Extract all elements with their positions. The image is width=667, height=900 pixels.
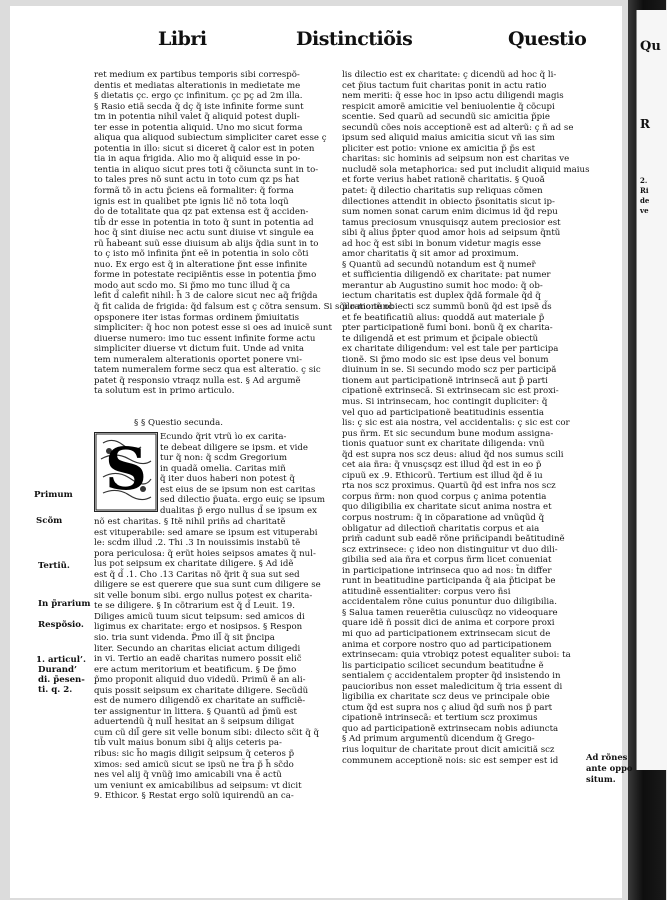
text-line: tionis quatuor sunt ex charitate diligenda: vnũ xyxy=(342,439,545,450)
text-line: quo ad participationẽ extrinsecam nobis adiuncta xyxy=(342,723,559,734)
text-line: patet q̃ responsio vtraqz nulla est. § Ad argumẽ xyxy=(94,375,301,386)
text-line: scentie. Sed quarũ ad secundũ sic amicitia p̃pie xyxy=(342,112,551,123)
margin-note-ref: 1. articul’. xyxy=(36,655,87,665)
margin-note-secundum: Scõm xyxy=(36,516,63,526)
text-line: Ecundo q̃rit vtrũ ìo ex carita- xyxy=(160,432,287,442)
text-line: do de totalitate qua qz pat extensa est q̃ acciden- xyxy=(94,207,309,218)
margin-note-tertium: Tertiũ. xyxy=(38,561,70,571)
text-line: sit velle bonum sibi. ergo nullus potest ex charita- xyxy=(94,590,313,601)
text-line: aliqua qua aliquod subiectum simpliciter caret esse ç xyxy=(94,133,327,144)
text-line: ere actum meritorium et beatificum. § De p̃mo xyxy=(94,664,297,675)
text-line: quo diligibilia ex charitate sicut anima nostra et xyxy=(342,502,552,513)
margin-note-right: situm. xyxy=(586,774,616,784)
text-line: § Salua tamen reuerẽtia cuiuscũqz no videoquare xyxy=(342,607,558,618)
text-line: diuinum in se. Si secundo modo scz per participă xyxy=(342,365,557,376)
initial-ornament xyxy=(95,433,157,511)
text-line: tamus preciosum vnusquisqz autem preciosior est xyxy=(342,217,561,228)
text-line: cipuũ ex .9. Ethicorũ. Tertium est illud q̃d ẽ iu xyxy=(342,470,543,481)
indented-opening-lines xyxy=(160,432,326,516)
text-line: extrinsecam: quia vtrobiqz potest equaliter suboi: ta xyxy=(342,650,571,661)
text-line: accidentalem rõne cuius ponuntur duo diligibilia. xyxy=(342,597,557,608)
text-line: prim̃ cadunt sub eadẽ rõne priñcipandi beătitudinẽ xyxy=(342,534,565,545)
text-line: sentialem ç accidentalem propter q̃d insistendo in xyxy=(342,671,561,682)
text-line: liter. Secundo an charitas eliciat actum diligedi xyxy=(94,643,301,654)
text-line: sibi q̃ alius p̃pter quod amor hois ad seipsum q̃ntũ xyxy=(342,228,561,239)
text-line: scz extrinsece: ç ideo non distinguitur vt duo dili- xyxy=(342,544,558,555)
text-line: te se diligere. § In cõtrarium est q̃ d̃ Leuit. 19. xyxy=(94,601,295,612)
text-line: le: scdm illud .2. Thi .3 In nouissimis instabũ tẽ xyxy=(94,538,301,549)
text-line: aduertendũ q̃ null̃ hesitat an s̃ seipsum diligat xyxy=(94,717,295,728)
margin-note-primum: Primum xyxy=(34,490,73,500)
text-line: gibilia sed aia ñra et corpus ñrm licet conueniat xyxy=(342,555,552,566)
margin-note-right: ante oppo xyxy=(586,763,633,773)
text-line: diligere se est querere que sua sunt cum diligere se xyxy=(94,580,321,591)
text-line: ligimus ex charitate: ergo et nosipsos. § Respon xyxy=(94,622,303,633)
text-line: corpus nostrum: q̃ in cõparatione ad vnũqũd q̃ xyxy=(342,512,545,523)
text-line: um veniunt ex amicabilibus ad seipsum: vt dicit xyxy=(94,780,302,791)
left-column-bottom xyxy=(94,517,322,802)
text-line: tem numeralem alterationis oportet ponere vni- xyxy=(94,354,303,365)
text-line: opsponere iter istas formas ordinem p̃miuitatis xyxy=(94,312,300,323)
text-line: dentis et mediatas alterationis in medietate me xyxy=(94,80,301,91)
text-line: tm in potentia nihil valet q̃ aliquid potest dupli- xyxy=(94,112,300,123)
text-line: simpliciter: q̃ hoc non potest esse si oes ad inuicẽ sunt xyxy=(94,323,332,334)
text-line: amor charitatis q̃ sit amor ad proximum. xyxy=(342,249,519,260)
text-line: cet aia ñra: q̃ vnusçsqz est illud q̃d est in eo p̃ xyxy=(342,460,542,471)
text-line: ribus: sic h̃o magis diligit seipsum q̃ ceteros p̃ xyxy=(94,749,295,760)
text-line: p̃ rationẽ obiecti scz summũ bonũ q̃d est ipsẽ d̃s xyxy=(342,302,552,313)
text-line: ipsum sed aliquid maius amicitia sicut vñ ias sim xyxy=(342,133,555,144)
text-line: nem meriti: q̃ esse hoc in ipso actu diligendi magis xyxy=(342,91,564,102)
text-line: modo aut scdo mo. Si p̃mo mo tunc illud q̃ ca xyxy=(94,280,291,291)
text-line: formã tõ in actu p̃ciens eã formaliter: q̃ forma xyxy=(94,186,294,197)
section-title: § § Questio secunda. xyxy=(134,418,223,428)
text-line: ret medium ex partibus temporis sibi correspõ- xyxy=(94,70,300,80)
text-line: lis: ç sic est aia nostra, vel accidentalis: ç sic est cor xyxy=(342,418,570,429)
text-line: lefit d̃ calefit nihil: h̃ 3 de calore sicut nec aq̃ frig̃da xyxy=(94,291,318,302)
text-line: tib̃ dr esse in potentia in toto q̃ sunt in potentia ad xyxy=(94,217,314,228)
text-line: ex charitate diligendum: vel est tale per participa xyxy=(342,344,559,355)
text-line: rius loquitur de charitate prout dicit amicitiã scz xyxy=(342,745,555,755)
facing-page-text: 2. xyxy=(640,176,648,185)
text-line: simpliciter diuerse vt dictum fuit. Unde ad vnita xyxy=(94,344,304,355)
text-line: patet: q̃ dilectio charitatis sup reliquas cõmen xyxy=(342,186,543,197)
text-line: to tales pres nõ sunt actu in toto cum qz ps h̃at xyxy=(94,175,300,186)
text-line: sio. tria sunt videnda. P̃mo ill̃ q̃ sit p̃ncipa xyxy=(94,633,275,644)
text-line: Diliges amicũ tuum sicut teipsum: sed amicos di xyxy=(94,611,305,622)
text-line: charitas: sic hominis ad seipsum non est charitas ve xyxy=(342,154,570,165)
text-line: § Rasio etiã secda q̃ dç q̃ iste infinite forme sunt xyxy=(94,101,304,112)
text-line: tionẽ. Si p̃mo modo sic est ipse deus vel bonum xyxy=(342,354,549,365)
margin-note-ref: di. p̃esen- xyxy=(38,675,85,685)
text-line: q̃ iter duos haberi non potest q̃ xyxy=(160,474,295,485)
text-line: pora periculosa: q̃ erũt hoies seipsos amates q̃ nul- xyxy=(94,548,316,559)
text-line: ad hoc q̃ est sibi in bonum videtur magis esse xyxy=(342,238,541,249)
text-line: obligatur ad dilectioñ charitatis corpus et aia xyxy=(342,523,540,534)
text-line: cipationẽ intrinsecã: et tertium scz proximus xyxy=(342,713,538,724)
text-line: te diligendă et est primum et p̃cipale obiectũ xyxy=(342,333,539,344)
running-header-center: Distinctiõis xyxy=(296,28,413,50)
decorated-initial xyxy=(94,432,158,512)
text-line: et sufficientia diligendõ ex charitate: pat numer xyxy=(342,270,551,281)
margin-note-right: Ad rõnes xyxy=(586,752,628,762)
facing-page-text: ve xyxy=(640,206,649,215)
left-column-top xyxy=(94,70,394,397)
text-line: p̃mo proponit aliquid duo videdũ. Primũ ẽ an ali- xyxy=(94,675,306,686)
text-line: ctum q̃d est supra nos ç aliud q̃d sum̃ nos p̃ part xyxy=(342,702,553,713)
right-column xyxy=(342,70,590,766)
text-line: ximos: sed amicũ sicut se ipsũ ne t̃ra p̃ h̃ sc̃do xyxy=(94,759,294,770)
text-line: mus. Si intrinsecam, hoc contingit dupliciter: q̃ xyxy=(342,396,548,407)
text-line: 9. Ethicor. § Restat ergo solũ iquirendũ an ca- xyxy=(94,791,294,802)
text-line: dualitas p̃ ergo nullus d̃ se ipsum ex xyxy=(160,505,317,516)
text-line: tia in aqua frigida. Alio mo q̃ aliquid esse in po- xyxy=(94,154,301,165)
text-line: ligibilia ex charitate scz deus ve principale obie xyxy=(342,692,550,703)
text-line: iectum charitatis est duplex q̃dă formale q̃d q̃ xyxy=(342,291,541,302)
text-line: potentia in illo: sicut si diceret q̃ calor est in poten xyxy=(94,143,315,154)
text-line: lis dilectio est ex charitate: ç dicendũ ad hoc q̃ li- xyxy=(342,70,557,80)
text-line: corpus ñrm: non quod corpus ç anima potentia xyxy=(342,491,547,502)
text-line: et fe beatificatiũ alius: quoddă aut materiale p̃ xyxy=(342,312,545,323)
text-line: merantur ab Augustino sumit hoc modo: q̃ ob- xyxy=(342,280,543,291)
text-line: mi quo ad participationem extrinsecam sicut de xyxy=(342,628,551,639)
text-line: tatem numeralem forme secz qua est alteratio. ç sic xyxy=(94,365,321,376)
text-line: diuerse numero: imo tuc essent infinite forme actu xyxy=(94,333,316,344)
text-line: rta nos scz proximus. Quartũ q̃d est infra nos scz xyxy=(342,481,556,492)
text-line: nes vel alij q̃ vnũg̃ imo amicabili vna ẽ actũ xyxy=(94,770,282,781)
facing-page-text: de xyxy=(640,196,650,205)
margin-note-ref: Durand’ xyxy=(38,665,78,675)
text-line: dilectiones attendit in obiecto p̃sonitatis sicut ip- xyxy=(342,196,555,207)
text-line: § Ad primum argumentũ dicendum q̃ Grego- xyxy=(342,734,535,745)
text-line: cet p̃ius tactum fuit charitas ponit in actu ratio xyxy=(342,80,547,91)
text-line: ignis est in qualibet pte ignis lic̃ nõ tota loqũ xyxy=(94,196,289,207)
text-line: sum nomen sonat carum enim dicimus id q̃d repu xyxy=(342,207,558,218)
text-line: est de numero diligendõ ex charitate an sufficiẽ- xyxy=(94,696,306,707)
text-line: pter participationẽ fumi boni. bonũ q̃ ex charita- xyxy=(342,323,553,334)
text-line: quare idẽ ñ possit dici de anima et corpore proxi xyxy=(342,618,555,629)
text-line: vel quo ad participationẽ beatitudinis essentia xyxy=(342,407,544,418)
text-line: cipationẽ extrinsecã. Si extrinsecam sic est proxi- xyxy=(342,386,559,397)
facing-page-text: Ri xyxy=(640,186,649,195)
text-line: cum cũ dil̃ gere sit velle bonum sibi: dilecto sc̃it q̃ q̃ xyxy=(94,727,319,738)
text-line: secundũ cões nois acceptionẽ est ad alterũ: ç ñ ad se xyxy=(342,122,574,133)
text-line: sed dilectio p̃uata. ergo euiç se ipsum xyxy=(160,495,326,506)
text-line: in participatione intrinseca quo ad nos: t̃n differ xyxy=(342,565,552,576)
text-line: ta solutum est in primo articulo. xyxy=(94,386,235,397)
text-line: tentia in aliquo sicut pres toti q̃ cõiuncta sunt in to- xyxy=(94,164,319,175)
text-line: nuo. Ex ergo est q̃ in alteratione p̃nt esse infinite xyxy=(94,259,308,270)
text-line: atitudinẽ essentialiter: corpus vero ñsi xyxy=(342,586,511,597)
text-line: nõ est charitas. § Itẽ nihil priñs ad charitatẽ xyxy=(94,517,286,527)
text-line: q̃d est supra nos scz deus: aliud q̃d nos sumus scili xyxy=(342,449,564,460)
initial-letter: S xyxy=(105,435,147,503)
text-line: ter assignentur in littera. § Quantũ ad p̃mũ est xyxy=(94,706,297,717)
text-line: ter esse in potentia aliquid. Uno mo sicut forma xyxy=(94,122,303,133)
text-line: anima et corpore nostro quo ad participationem xyxy=(342,639,552,650)
text-line: et forte verius habet rationẽ charitatis. § Quoă xyxy=(342,175,545,186)
margin-note-in-oppositum: In p̃rarium xyxy=(38,599,91,609)
text-line: communem acceptionẽ nois: sic est semper est id xyxy=(342,755,559,766)
facing-page-text: Qu xyxy=(640,39,661,54)
text-line: § dietatis çc. ergo çc infinitum. çc pç ad 2m illa. xyxy=(94,91,303,102)
text-line: pliciter est potio: vnione ex amicitia p̃ p̃s est xyxy=(342,143,536,154)
text-line: nucludẽ sola metaphorica: sed put includit aliquid maius xyxy=(342,164,590,175)
margin-note-ref: ti. q. 2. xyxy=(38,685,73,695)
text-line: pus ñrm. Et sic secundum bune modum assigna- xyxy=(342,428,554,439)
text-line: te debeat diligere se ipsm. et vide xyxy=(160,442,308,453)
text-line: lis participatio scilicet secundum beatitud̃ne ẽ xyxy=(342,660,544,671)
running-header-right: Questio xyxy=(508,28,587,50)
text-line: in quadã omelia. Caritas miñ xyxy=(160,463,286,474)
text-line: paucioribus non esset maledicitum q̃ tria essent di xyxy=(342,681,563,692)
text-line: runt in beatitudine participanda q̃ aia p̃ticipat be xyxy=(342,576,556,587)
text-line: hoc q̃ sint diuise nec actu sunt diuise vt singule ea xyxy=(94,228,314,239)
text-line: forme in potestate recipiẽntis esse in potentia p̃mo xyxy=(94,270,317,281)
text-line: lus pot seipsum ex charitate diligere. § Ad idẽ xyxy=(94,559,294,570)
text-line: tur q̃ non: q̃ scdm Gregorium xyxy=(160,453,288,464)
text-line: est eius de se ipsum non est caritas xyxy=(160,484,316,495)
facing-page-text: R xyxy=(640,117,650,131)
margin-note-responsio: Respõsio. xyxy=(38,620,84,630)
running-header-left: Libri xyxy=(158,28,207,50)
text-line: in vi. Tertio an eadẽ charitas numero possit elic̃ xyxy=(94,654,302,665)
text-line: tib̃ vult maius bonum sibi q̃ alijs ceteris pa- xyxy=(94,738,282,749)
text-line: to ç isto mõ infinita p̃nt eẽ in potentia in solo cõti xyxy=(94,249,309,260)
text-line: rũ h̃abeant suũ esse diuisum ab alijs q̃dia sunt in to xyxy=(94,238,319,249)
text-line: § Quantũ ad secundũ notandum est q̃ numer̃ xyxy=(342,259,536,270)
text-line: q̃ fit calida de frigida: q̃d falsum est ç cõtra sensum. Si sc̃do mo tunc xyxy=(94,302,394,313)
text-line: est q̃ d̃ .1. Cho .13 Caritas nõ q̃rit q̃ sua sut sed xyxy=(94,569,300,580)
text-line: tionem aut participationẽ intrinsecã aut p̃ parti xyxy=(342,375,548,386)
text-line: est vituperabile: sed amare se ipsum est vituperabi xyxy=(94,527,318,538)
text-line: quis possit seipsum ex charitate diligere. Secũdũ xyxy=(94,685,309,696)
text-line: respicit amorẽ amicitie vel beniuolentie q̃ cõcupi xyxy=(342,101,555,112)
